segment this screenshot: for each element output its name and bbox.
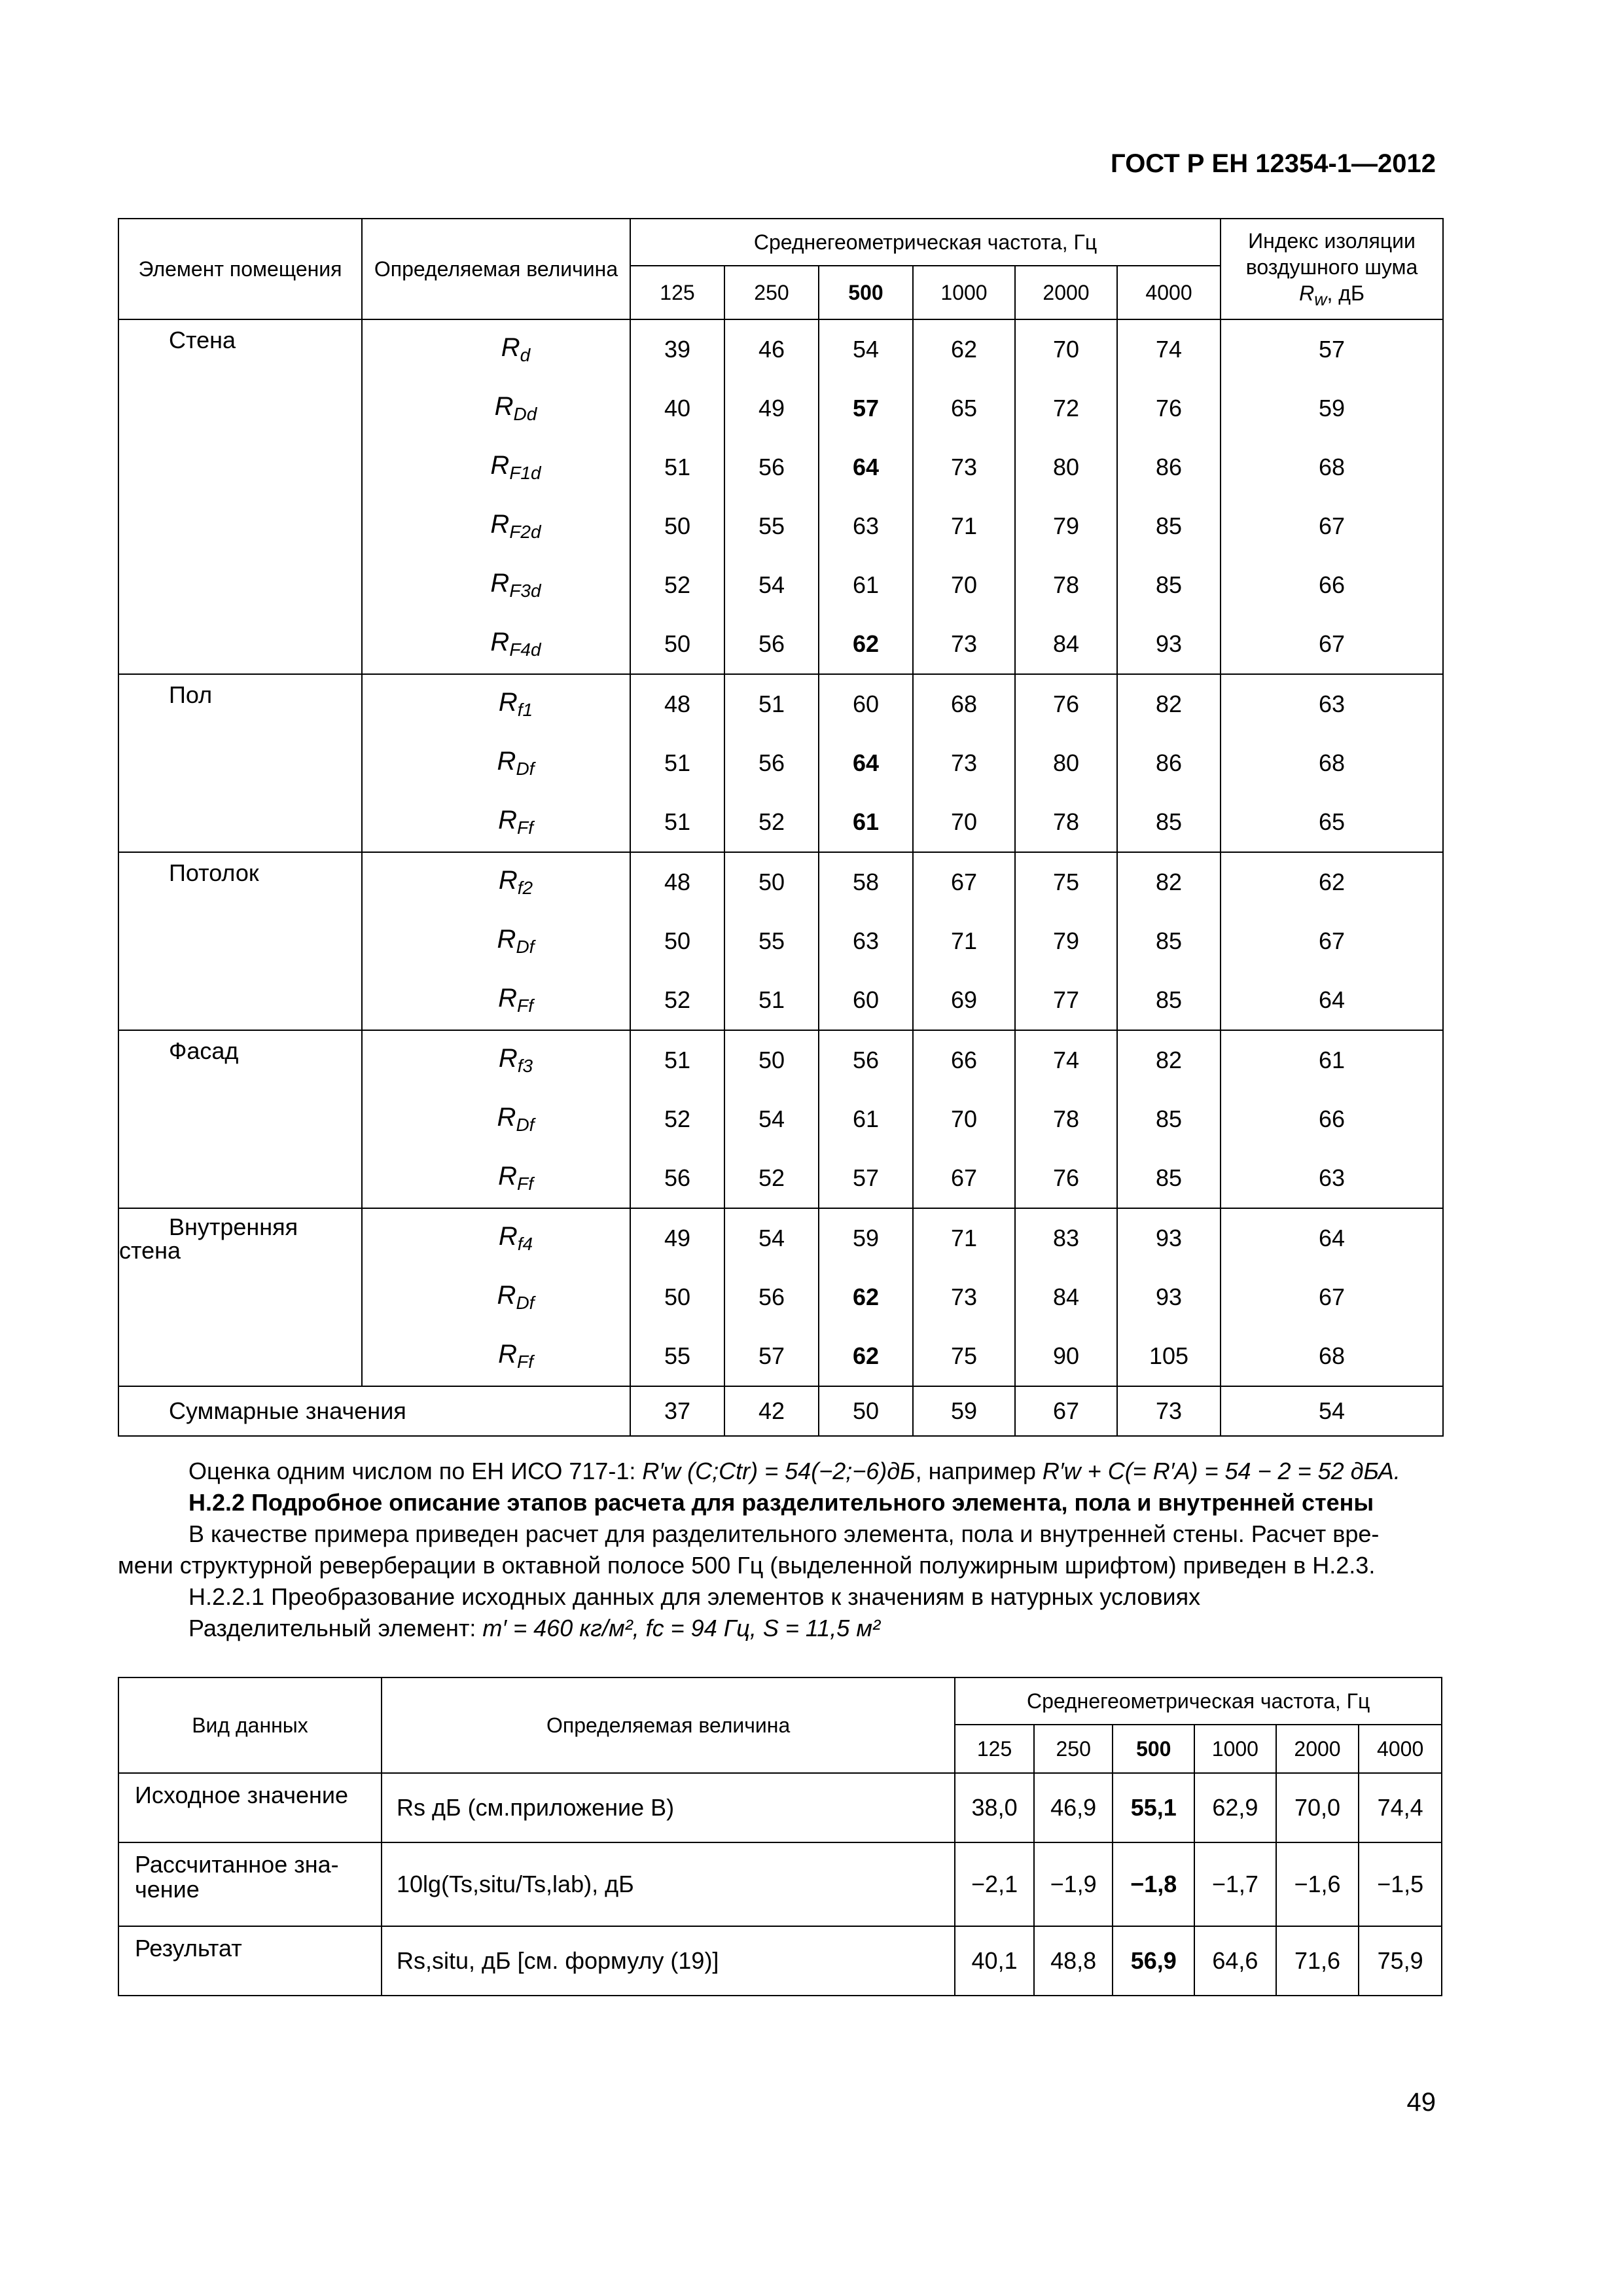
- table-cell: 50: [630, 1268, 724, 1327]
- index-cell: 68: [1221, 734, 1443, 793]
- table-cell: 48: [630, 674, 724, 734]
- table-cell: 55: [724, 912, 819, 971]
- table-cell: 62: [819, 615, 913, 674]
- table-cell: 70: [913, 1090, 1015, 1149]
- table-cell: 52: [630, 971, 724, 1030]
- table-cell: 90: [1015, 1327, 1117, 1386]
- table-cell: 63: [819, 497, 913, 556]
- index-cell: 61: [1221, 1030, 1443, 1090]
- table-cell: 51: [630, 1030, 724, 1090]
- quantity-symbol-letter: R: [501, 333, 520, 362]
- table-cell: 61: [819, 1090, 913, 1149]
- index-cell: 68: [1221, 1327, 1443, 1386]
- element-label: [118, 1208, 362, 1386]
- table-cell: 73: [1117, 1386, 1221, 1436]
- table-cell: 76: [1117, 379, 1221, 438]
- quantity-symbol-letter: R: [498, 1340, 517, 1369]
- table-cell: 50: [819, 1386, 913, 1436]
- table-cell: 56: [724, 438, 819, 497]
- table-cell: 85: [1117, 793, 1221, 852]
- rating-example-formula: R′w + C(= R′A) = 54 − 2 = 52 дБА.: [1042, 1458, 1400, 1484]
- subsection-heading: [118, 1581, 1442, 1613]
- table-cell: −1,6: [1276, 1842, 1359, 1926]
- table-cell: 55,1: [1113, 1773, 1194, 1842]
- column-header-quantity: Определяемая величина: [362, 219, 630, 319]
- table-cell: −1,9: [1034, 1842, 1113, 1926]
- quantity-symbol: [362, 319, 630, 379]
- table-cell: 71: [913, 497, 1015, 556]
- table-row: [118, 1926, 1442, 1996]
- index-cell: 54: [1221, 1386, 1443, 1436]
- quantity-symbol-letter: R: [490, 628, 510, 656]
- table-cell: 55: [724, 497, 819, 556]
- table-cell: 76: [1015, 674, 1117, 734]
- table-cell: 54: [724, 556, 819, 615]
- quantity-symbol-letter: R: [490, 451, 510, 480]
- index-cell: 67: [1221, 615, 1443, 674]
- table-cell: 48,8: [1034, 1926, 1113, 1996]
- quantity-symbol-letter: R: [490, 510, 510, 539]
- index-cell: 64: [1221, 971, 1443, 1030]
- element-label: Стена: [118, 319, 362, 674]
- quantity-symbol-subscript: F2d: [509, 522, 541, 542]
- table-cell: 52: [630, 556, 724, 615]
- table-cell: 86: [1117, 734, 1221, 793]
- quantity-symbol-subscript: Ff: [517, 1174, 533, 1194]
- table-cell: 75,9: [1359, 1926, 1442, 1996]
- quantity-symbol-letter: R: [498, 984, 517, 1013]
- paragraph-line: мени структурной реверберации в октавной полосе 500 Гц (выделенной полужирным шрифтом) приведен в Н.2.3.: [118, 1552, 1376, 1579]
- table-cell: 74: [1117, 319, 1221, 379]
- table-cell: 77: [1015, 971, 1117, 1030]
- table-cell: 40: [630, 379, 724, 438]
- table-cell: 67: [913, 1149, 1015, 1208]
- table-cell: 78: [1015, 793, 1117, 852]
- table-cell: 51: [630, 793, 724, 852]
- quantity-symbol-subscript: f4: [517, 1234, 533, 1254]
- row-label: Исходное значение: [118, 1773, 382, 1842]
- quantity-symbol-letter: R: [497, 1103, 516, 1132]
- row-label: [118, 1842, 382, 1926]
- table-row: [118, 1773, 1442, 1842]
- table-cell: 74,4: [1359, 1773, 1442, 1842]
- table-row: [118, 319, 1443, 379]
- quantity-symbol-letter: R: [497, 747, 516, 776]
- row-quantity: Rs,situ, дБ [см. формулу (19)]: [382, 1926, 955, 1996]
- quantity-symbol: [362, 793, 630, 852]
- total-label: Суммарные значения: [118, 1386, 630, 1436]
- column-header-quantity: Определяемая величина: [382, 1677, 955, 1773]
- index-cell: 66: [1221, 556, 1443, 615]
- table-cell: 58: [819, 852, 913, 912]
- table-cell: 46: [724, 319, 819, 379]
- table-cell: 57: [724, 1327, 819, 1386]
- quantity-symbol-subscript: F4d: [509, 639, 541, 660]
- table-cell: 60: [819, 674, 913, 734]
- table-cell: 39: [630, 319, 724, 379]
- freq-header: 500: [819, 266, 913, 319]
- table-cell: 70,0: [1276, 1773, 1359, 1842]
- freq-header: 2000: [1276, 1725, 1359, 1773]
- table-cell: 85: [1117, 1149, 1221, 1208]
- table-cell: 80: [1015, 438, 1117, 497]
- quantity-symbol-subscript: Df: [516, 759, 535, 779]
- quantity-symbol-subscript: F1d: [509, 463, 541, 483]
- table-cell: 59: [913, 1386, 1015, 1436]
- table-cell: 60: [819, 971, 913, 1030]
- table-cell: 93: [1117, 615, 1221, 674]
- table-cell: 50: [630, 615, 724, 674]
- table-cell: 76: [1015, 1149, 1117, 1208]
- index-cell: 63: [1221, 1149, 1443, 1208]
- quantity-symbol: [362, 438, 630, 497]
- element-label: Пол: [118, 674, 362, 852]
- rating-prefix: Оценка одним числом по ЕН ИСО 717-1:: [188, 1458, 643, 1484]
- table-cell: 75: [1015, 852, 1117, 912]
- index-header-text: Индекс изоляции воздушного шума: [1245, 228, 1418, 279]
- table-cell: 59: [819, 1208, 913, 1268]
- table-cell: −1,7: [1194, 1842, 1276, 1926]
- index-cell: 65: [1221, 793, 1443, 852]
- table-cell: 70: [913, 793, 1015, 852]
- table-cell: 51: [724, 971, 819, 1030]
- table-cell: 67: [1015, 1386, 1117, 1436]
- quantity-symbol: [362, 556, 630, 615]
- separating-element-parameters: [118, 1613, 1442, 1644]
- index-header-sub: w: [1314, 289, 1327, 310]
- table-cell: 73: [913, 615, 1015, 674]
- quantity-symbol: [362, 379, 630, 438]
- table-cell: 49: [724, 379, 819, 438]
- table-cell: 61: [819, 556, 913, 615]
- table-row: [118, 1842, 1442, 1926]
- table-cell: 54: [724, 1090, 819, 1149]
- table-cell: 73: [913, 438, 1015, 497]
- index-cell: 66: [1221, 1090, 1443, 1149]
- table-cell: 57: [819, 1149, 913, 1208]
- table-cell: 56: [630, 1149, 724, 1208]
- rating-formula: R′w (C;Ctr) = 54(−2;−6)дБ: [642, 1458, 916, 1484]
- table-row: [118, 1030, 1443, 1090]
- table-cell: 54: [819, 319, 913, 379]
- table-cell: 56: [724, 615, 819, 674]
- freq-header: 500: [1113, 1725, 1194, 1773]
- table-row: [118, 852, 1443, 912]
- paragraph-example: [118, 1518, 1442, 1581]
- freq-header: 2000: [1015, 266, 1117, 319]
- table-cell: 50: [630, 912, 724, 971]
- quantity-symbol-letter: R: [497, 1281, 516, 1310]
- quantity-symbol: [362, 497, 630, 556]
- table-cell: 56: [724, 734, 819, 793]
- table-cell: 82: [1117, 1030, 1221, 1090]
- table-cell: 70: [913, 556, 1015, 615]
- table-cell: 71,6: [1276, 1926, 1359, 1996]
- index-cell: 64: [1221, 1208, 1443, 1268]
- table-cell: 79: [1015, 497, 1117, 556]
- index-cell: 57: [1221, 319, 1443, 379]
- quantity-symbol-subscript: Df: [516, 1293, 535, 1313]
- table-cell: 85: [1117, 556, 1221, 615]
- column-header-frequency-group: Среднегеометрическая частота, Гц: [630, 219, 1221, 266]
- quantity-symbol-subscript: Df: [516, 1115, 535, 1135]
- quantity-symbol: [362, 615, 630, 674]
- quantity-symbol-subscript: d: [520, 345, 531, 365]
- row-label-line: Рассчитанное зна-: [135, 1851, 339, 1878]
- quantity-symbol-subscript: Dd: [513, 404, 537, 424]
- table-cell: 51: [630, 438, 724, 497]
- table-cell: 64,6: [1194, 1926, 1276, 1996]
- table-cell: 52: [630, 1090, 724, 1149]
- table-cell: 49: [630, 1208, 724, 1268]
- table-cell: 82: [1117, 674, 1221, 734]
- table-cell: 78: [1015, 556, 1117, 615]
- quantity-symbol-letter: R: [490, 569, 510, 598]
- table-cell: 51: [630, 734, 724, 793]
- document-header: ГОСТ Р ЕН 12354-1—2012: [1111, 149, 1436, 178]
- table-cell: 50: [724, 852, 819, 912]
- table-cell: 70: [1015, 319, 1117, 379]
- index-header-symbol: R: [1299, 281, 1315, 305]
- table-cell: 80: [1015, 734, 1117, 793]
- rating-mid: , например: [915, 1458, 1043, 1484]
- element-label: Потолок: [118, 852, 362, 1030]
- table-cell: 61: [819, 793, 913, 852]
- table-cell: 73: [913, 734, 1015, 793]
- table-cell: 85: [1117, 497, 1221, 556]
- quantity-symbol-letter: R: [497, 925, 516, 954]
- element-label-line: стена: [119, 1237, 181, 1264]
- single-number-rating: [118, 1456, 1442, 1487]
- freq-header: 250: [1034, 1725, 1113, 1773]
- table-cell: 63: [819, 912, 913, 971]
- quantity-symbol-subscript: Ff: [517, 817, 533, 838]
- quantity-symbol-subscript: f3: [517, 1056, 533, 1076]
- paragraph-line: В качестве примера приведен расчет для разделительного элемента, пола и внутренней стены. Расчет вре-: [188, 1520, 1380, 1547]
- table-cell: 85: [1117, 971, 1221, 1030]
- table-row: [118, 1208, 1443, 1268]
- table-cell: 85: [1117, 1090, 1221, 1149]
- table-body: [118, 319, 1443, 1436]
- table-cell: 78: [1015, 1090, 1117, 1149]
- table-cell: 68: [913, 674, 1015, 734]
- section-heading-text: Н.2.2 Подробное описание этапов расчета для разделительного элемента, пола и внутренней стены: [188, 1489, 1374, 1516]
- table-cell: 38,0: [955, 1773, 1034, 1842]
- quantity-symbol-letter: R: [498, 806, 517, 834]
- quantity-symbol-letter: R: [498, 1044, 518, 1073]
- table-cell: 48: [630, 852, 724, 912]
- conversion-table: [118, 1677, 1442, 1996]
- table-cell: 57: [819, 379, 913, 438]
- quantity-symbol: [362, 1268, 630, 1327]
- table-cell: 50: [724, 1030, 819, 1090]
- column-header-type: Вид данных: [118, 1677, 382, 1773]
- quantity-symbol: [362, 734, 630, 793]
- element-label-line: Внутренняя: [169, 1213, 298, 1240]
- table-cell: 64: [819, 438, 913, 497]
- quantity-symbol-subscript: Df: [516, 937, 535, 957]
- row-label-line: чение: [135, 1876, 200, 1903]
- row-quantity: 10lg(Ts,situ/Ts,lab), дБ: [382, 1842, 955, 1926]
- quantity-symbol: [362, 1090, 630, 1149]
- page-number: 49: [1406, 2088, 1436, 2117]
- table-cell: 74: [1015, 1030, 1117, 1090]
- quantity-symbol: [362, 1208, 630, 1268]
- subsection-text: Н.2.2.1 Преобразование исходных данных для элементов к значениям в натурных условиях: [188, 1583, 1201, 1610]
- table-cell: 62: [819, 1268, 913, 1327]
- row-quantity: Rs дБ (см.приложение В): [382, 1773, 955, 1842]
- table-cell: 93: [1117, 1208, 1221, 1268]
- index-cell: 59: [1221, 379, 1443, 438]
- table-cell: 86: [1117, 438, 1221, 497]
- table-cell: 56,9: [1113, 1926, 1194, 1996]
- quantity-symbol-subscript: F3d: [509, 581, 541, 601]
- quantity-symbol-letter: R: [498, 688, 518, 717]
- table-cell: 105: [1117, 1327, 1221, 1386]
- table-cell: 42: [724, 1386, 819, 1436]
- table-cell: 50: [630, 497, 724, 556]
- freq-header: 125: [955, 1725, 1034, 1773]
- table-cell: 93: [1117, 1268, 1221, 1327]
- table-cell: 56: [819, 1030, 913, 1090]
- table-cell: −1,8: [1113, 1842, 1194, 1926]
- table-cell: 67: [913, 852, 1015, 912]
- table-cell: 56: [724, 1268, 819, 1327]
- index-cell: 67: [1221, 497, 1443, 556]
- table-cell: 65: [913, 379, 1015, 438]
- quantity-symbol-letter: R: [494, 392, 514, 421]
- separating-element-label: Разделительный элемент:: [188, 1615, 483, 1641]
- index-cell: 62: [1221, 852, 1443, 912]
- table-cell: 40,1: [955, 1926, 1034, 1996]
- row-label: Результат: [118, 1926, 382, 1996]
- table-cell: 75: [913, 1327, 1015, 1386]
- index-cell: 68: [1221, 438, 1443, 497]
- table-cell: 52: [724, 1149, 819, 1208]
- element-label: Фасад: [118, 1030, 362, 1208]
- index-header-unit: , дБ: [1327, 281, 1364, 305]
- quantity-symbol-subscript: f1: [517, 700, 533, 720]
- table-cell: 84: [1015, 1268, 1117, 1327]
- total-row: [118, 1386, 1443, 1436]
- table-cell: 62: [913, 319, 1015, 379]
- table-cell: 54: [724, 1208, 819, 1268]
- quantity-symbol-subscript: Ff: [517, 1352, 533, 1372]
- quantity-symbol: [362, 674, 630, 734]
- index-cell: 63: [1221, 674, 1443, 734]
- table-cell: 52: [724, 793, 819, 852]
- table-cell: 37: [630, 1386, 724, 1436]
- table-cell: −1,5: [1359, 1842, 1442, 1926]
- freq-header: 250: [724, 266, 819, 319]
- section-heading: [118, 1487, 1442, 1518]
- quantity-symbol-subscript: Ff: [517, 996, 533, 1016]
- table-cell: 46,9: [1034, 1773, 1113, 1842]
- column-header-index: [1221, 219, 1443, 319]
- quantity-symbol: [362, 971, 630, 1030]
- quantity-symbol: [362, 1327, 630, 1386]
- table-cell: 71: [913, 1208, 1015, 1268]
- quantity-symbol: [362, 852, 630, 912]
- freq-header: 1000: [913, 266, 1015, 319]
- quantity-symbol-letter: R: [498, 1162, 517, 1191]
- quantity-symbol: [362, 912, 630, 971]
- quantity-symbol: [362, 1030, 630, 1090]
- table-cell: 85: [1117, 912, 1221, 971]
- table-cell: 82: [1117, 852, 1221, 912]
- column-header-element: Элемент помещения: [118, 219, 362, 319]
- index-cell: 67: [1221, 1268, 1443, 1327]
- table-cell: 66: [913, 1030, 1015, 1090]
- table-row: [118, 674, 1443, 734]
- table-cell: −2,1: [955, 1842, 1034, 1926]
- table-cell: 62: [819, 1327, 913, 1386]
- quantity-symbol-letter: R: [498, 1222, 518, 1251]
- quantity-symbol: [362, 1149, 630, 1208]
- table-cell: 73: [913, 1268, 1015, 1327]
- freq-header: 4000: [1359, 1725, 1442, 1773]
- sound-insulation-table: [118, 218, 1444, 1437]
- table-cell: 55: [630, 1327, 724, 1386]
- table-cell: 62,9: [1194, 1773, 1276, 1842]
- quantity-symbol-subscript: f2: [517, 878, 533, 898]
- separating-element-values: m′ = 460 кг/м², fc = 94 Гц, S = 11,5 м²: [482, 1615, 880, 1641]
- table-cell: 71: [913, 912, 1015, 971]
- table-cell: 72: [1015, 379, 1117, 438]
- index-cell: 67: [1221, 912, 1443, 971]
- quantity-symbol-letter: R: [498, 866, 518, 895]
- table-cell: 51: [724, 674, 819, 734]
- table-cell: 79: [1015, 912, 1117, 971]
- table-cell: 64: [819, 734, 913, 793]
- column-header-frequency-group: Среднегеометрическая частота, Гц: [955, 1677, 1442, 1725]
- table-cell: 84: [1015, 615, 1117, 674]
- freq-header: 125: [630, 266, 724, 319]
- freq-header: 4000: [1117, 266, 1221, 319]
- table-cell: 83: [1015, 1208, 1117, 1268]
- freq-header: 1000: [1194, 1725, 1276, 1773]
- table-cell: 69: [913, 971, 1015, 1030]
